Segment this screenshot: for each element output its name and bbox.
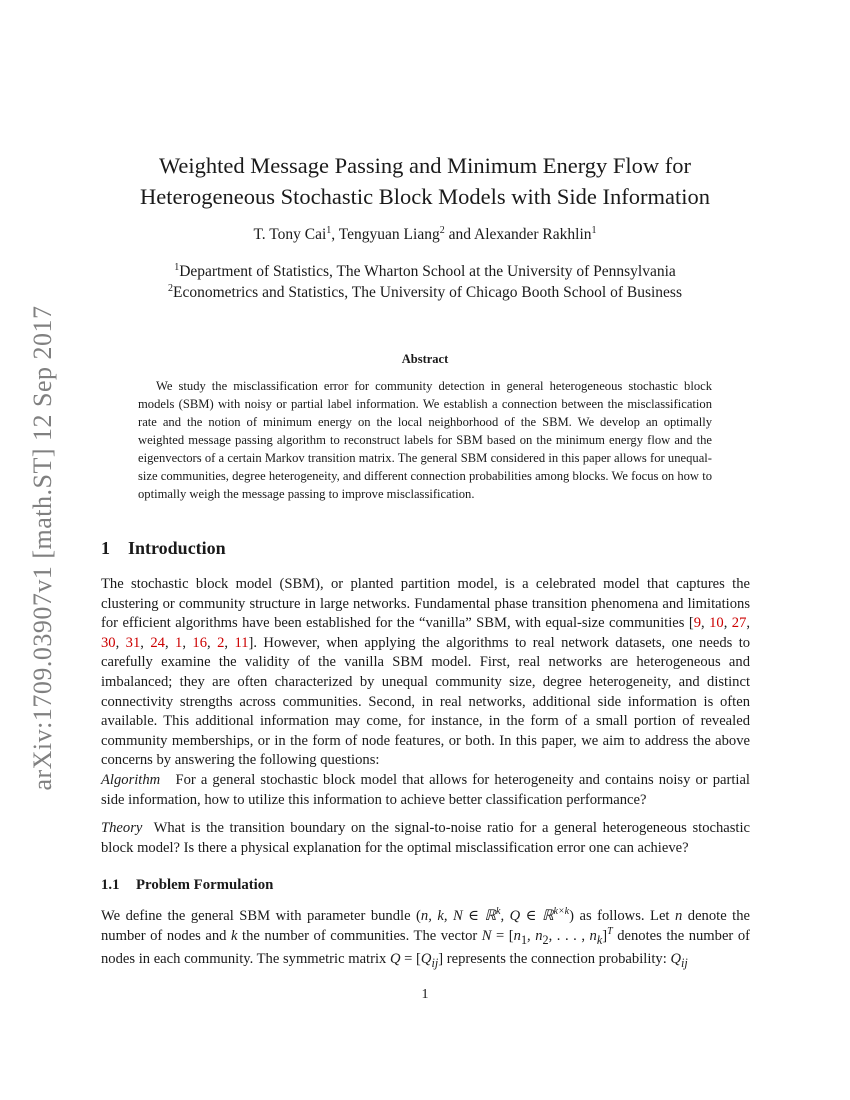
math-subscript: ij [680, 956, 688, 970]
citation-link[interactable]: 11 [234, 634, 249, 651]
math-expression: n [589, 927, 597, 944]
math-expression: n [674, 908, 683, 924]
question-text: What is the transition boundary on the signal-to-noise ratio for a general heterogeneous stochastic block model? Is there a physical explanation for the optimal misclassification error one can achieve? [101, 820, 751, 856]
math-subscript: k [596, 932, 603, 947]
math-expression: k [231, 927, 238, 944]
math-expression: , Q ∈ ℝ [500, 908, 554, 924]
paper-title [80, 150, 770, 212]
affiliation-text: Department of Statistics, The Wharton School at the University of Pennsylvania [179, 263, 676, 280]
subsection-heading-problem-formulation [101, 877, 273, 894]
math-expression: Q [670, 951, 681, 968]
author-rakhlin: Alexander Rakhlin [474, 226, 592, 243]
subsection-number: 1.1 [101, 877, 120, 893]
citation-link[interactable]: 2 [217, 634, 225, 651]
math-expression: n, k, N ∈ ℝ [420, 908, 497, 924]
math-subscript: ij [431, 956, 439, 970]
citation-link[interactable]: 10 [709, 615, 724, 632]
subsection-title: Problem Formulation [136, 877, 274, 893]
paragraph-text: ) as follows. Let [569, 908, 675, 924]
author-separator: and [444, 226, 474, 243]
page-number: 1 [421, 987, 429, 1002]
citation-separator: , [182, 634, 193, 651]
title-line-2: Heterogeneous Stochastic Block Models with Side Information [140, 184, 710, 209]
citation-link[interactable]: 1 [175, 634, 183, 651]
section-heading-introduction [101, 538, 226, 559]
question-theory [101, 819, 750, 858]
author-list [80, 226, 770, 244]
affiliation-marker: 1 [174, 261, 180, 273]
math-expression: n [513, 927, 521, 944]
paragraph-text: ]. However, when applying the algorithms to real network datasets, one needs to carefully examine the validity of the vanilla SBM model. First, real networks are heterogeneous and imbalanced; they are often characterized by unequal community size, degree heterogeneity, and distinct connectivity strengths across communities. Second, in real networks, additional side information is often available. This additional information may come, for instance, in the form of a small portion of revealed community memberships, or in the form of node features, or both. In this paper, we aim to address the above concerns by answering the following questions: [101, 634, 751, 769]
paragraph-text: ] represents the connection probability: [438, 951, 671, 968]
affiliation-text: Econometrics and Statistics, The University of Chicago Booth School of Business [172, 284, 682, 301]
paragraph-text: denote the number of nodes and [101, 908, 750, 944]
affiliation-marker: 2 [439, 224, 445, 236]
citation-separator: , [115, 634, 126, 651]
math-subscript: 2 [542, 932, 549, 947]
author-liang: Tengyuan Liang [338, 226, 440, 243]
affiliation-wharton [80, 261, 770, 282]
arxiv-identifier: arXiv:1709.03907v1 [math.ST] 12 Sep 2017 [28, 305, 57, 791]
paragraph-text: The stochastic block model (SBM), or planted partition model, is a celebrated model that captures the clustering or community structure in large networks. Fundamental phase transition phenomena and limitations for efficient algorithms have been established for the “vanilla” SBM, with equal-size communities [ [101, 576, 750, 632]
citation-separator: , [164, 634, 176, 651]
math-expression: n [535, 927, 543, 944]
question-text: For a general stochastic block model that allows for heterogeneity and contains noisy or partial side information, how to utilize this information to achieve better classification performance? [101, 772, 750, 808]
math-superscript: k [496, 906, 501, 918]
intro-paragraph-1 [101, 575, 750, 771]
paragraph-text: denotes the number of nodes in each community. The symmetric matrix [101, 927, 750, 968]
question-label: Algorithm [101, 772, 161, 788]
author-separator: , [331, 226, 339, 243]
question-algorithm [101, 771, 750, 810]
paragraph-text: the number of communities. The vector [237, 927, 482, 944]
math-subscript: 1 [520, 932, 528, 947]
math-superscript: k×k [553, 906, 570, 918]
math-superscript: T [607, 925, 613, 937]
title-line-1: Weighted Message Passing and Minimum Energy Flow for [158, 153, 692, 178]
citation-separator: , [701, 615, 710, 632]
affiliation-marker: 1 [326, 224, 332, 236]
section-title: Introduction [128, 538, 226, 558]
affiliation-booth [80, 282, 770, 303]
paragraph-text: = [ [491, 927, 514, 944]
math-expression: N [481, 927, 492, 944]
citation-separator: , [140, 634, 151, 651]
citation-link[interactable]: 30 [101, 634, 116, 651]
paragraph-text: = [ [400, 951, 421, 968]
citation-link[interactable]: 9 [693, 615, 701, 632]
citation-separator: , [224, 634, 235, 651]
citation-link[interactable]: 24 [150, 634, 165, 651]
citation-separator: , [746, 615, 751, 632]
math-expression: Q [389, 951, 401, 968]
paragraph-text: We define the general SBM with parameter bundle ( [101, 908, 421, 924]
question-label: Theory [101, 820, 143, 836]
problem-formulation-paragraph [101, 907, 750, 974]
affiliation-marker: 2 [167, 282, 173, 294]
paragraph-text: ] [602, 927, 608, 944]
citation-link[interactable]: 27 [731, 615, 747, 632]
abstract-text: We study the misclassification error for community detection in general heterogeneous stochastic block models (SBM) with noisy or partial label information. We establish a connection between the misclassification rate and the notion of minimum energy on the local neighborhood of the SBM. We develop an optimally weighted message passing algorithm to reconstruct labels for SBM based on the minimum energy flow and the eigenvectors of a certain Markov transition matrix. The general SBM considered in this paper allows for unequal-size communities, degree heterogeneity, and different connection probabilities among blocks. We focus on how to optimally weigh the message passing to improve misclassification. [138, 379, 712, 501]
citation-separator: , [723, 615, 732, 632]
section-number: 1 [101, 538, 110, 558]
citation-separator: , [206, 634, 218, 651]
citation-link[interactable]: 16 [192, 634, 207, 651]
author-cai: T. Tony Cai [253, 226, 327, 243]
abstract-heading: Abstract [401, 352, 449, 366]
math-expression: Q [420, 951, 432, 968]
paragraph-text: , . . . , [548, 927, 590, 944]
citation-link[interactable]: 31 [125, 634, 141, 651]
affiliations [80, 261, 770, 303]
affiliation-marker: 1 [591, 224, 597, 236]
paragraph-text: , [527, 927, 536, 944]
